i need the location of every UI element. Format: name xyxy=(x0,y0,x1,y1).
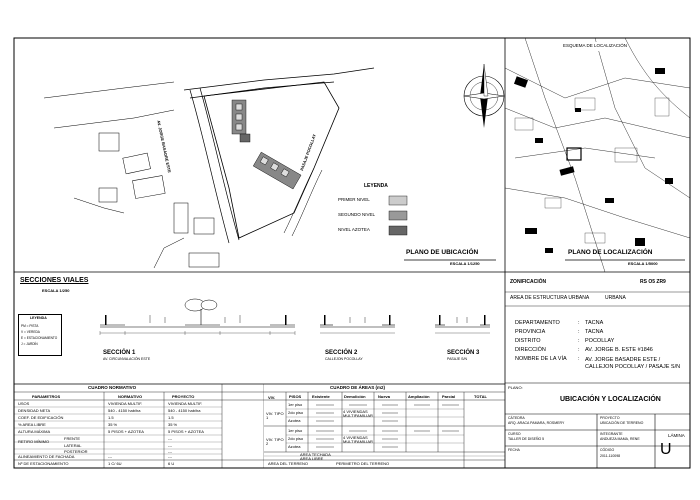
normative-value: --- xyxy=(108,454,112,459)
road-legend-item: V = VEREDA xyxy=(21,330,40,334)
proyecto-value: UBICACIÓN DE TERRENO xyxy=(600,421,644,425)
area-header: Existente xyxy=(312,394,330,399)
info-key: NOMBRE DE LA VÍA xyxy=(515,356,567,362)
project-value: --- xyxy=(168,436,172,441)
area-header: Ampliación xyxy=(408,394,430,399)
plano-value: UBICACIÓN Y LOCALIZACIÓN xyxy=(560,396,661,403)
lamina-label: LÁMINA xyxy=(668,433,685,438)
area-footer-label: AREA DEL TERRENO xyxy=(268,461,309,466)
info-key: DISTRITO xyxy=(515,338,541,344)
area-footer-label: PERIMETRO DEL TERRENO xyxy=(336,461,390,466)
normative-param: % AREA LIBRE xyxy=(18,422,46,427)
zoning-value: RS O5 ZR9 xyxy=(640,279,666,285)
area-floor-label: 2do piso xyxy=(288,410,304,415)
area-row-label: VIV. TIPO 2 xyxy=(266,437,284,446)
area-row-label: VIV. TIPO 1 xyxy=(266,411,284,420)
normative-param: ALTURA MÁXIMA xyxy=(18,429,51,434)
locator-plan-scale: ESCALA 1/5000 xyxy=(628,261,658,266)
area-header: Parcial xyxy=(442,394,456,399)
area-floor-label: 2do piso xyxy=(288,436,304,441)
section-3-label: SECCIÓN 3 xyxy=(447,350,480,356)
section-2-street: CALLEJON POCOLLAY xyxy=(325,357,363,361)
area-floor-label: Azotea xyxy=(288,418,301,423)
area-header: TOTAL xyxy=(474,394,487,399)
info-key: DEPARTAMENTO xyxy=(515,320,560,326)
road-sections-drawing xyxy=(95,295,495,355)
area-note: 4 VIVIENDAS MULTIFAMILIAR xyxy=(343,409,373,418)
road-legend-item: E = ESTACIONAMIENTO xyxy=(21,336,58,340)
project-value: 5 PISOS + AZOTEA xyxy=(168,429,204,434)
location-plan-title: PLANO DE UBICACIÓN xyxy=(406,249,479,256)
legend-item-second: SEGUNDO NIVEL xyxy=(338,212,376,217)
locator-map xyxy=(505,38,690,272)
road-legend-item: J = JARDÍN xyxy=(21,342,38,346)
street-label-pocollay: PASAJE POCOLLAY xyxy=(299,133,317,172)
project-value: 6 U xyxy=(168,461,175,466)
project-value: 540 - 4150 hab/ha xyxy=(168,408,201,413)
normative-value: 1.5 xyxy=(108,415,114,420)
info-key: DIRECCIÓN xyxy=(515,347,546,353)
normative-subparam: LATERAL xyxy=(64,443,82,448)
legend-item-roof: NIVEL AZOTEA xyxy=(338,227,370,232)
section-1-label: SECCIÓN 1 xyxy=(103,350,136,356)
project-value: 35 % xyxy=(168,422,178,427)
integrante-value: ANDUEZA MAMA, RENE xyxy=(600,437,640,441)
curso-value: TALLER DE DISEÑO 5 xyxy=(508,437,545,441)
area-header: Demolición xyxy=(344,394,366,399)
legend-item-first: PRIMER NIVEL xyxy=(338,197,370,202)
normative-param: COEF. DE EDIFICACIÓN xyxy=(18,415,64,420)
project-value: --- xyxy=(168,454,172,459)
area-table-title: CUADRO DE ÁREAS (m2) xyxy=(330,385,386,390)
north-arrow-icon xyxy=(464,64,504,128)
normative-value: 1 C/ 6U xyxy=(108,461,122,466)
normative-header: PARAMETROS xyxy=(32,394,61,399)
normative-param: ALINEAMIENTO DE FACHADA xyxy=(18,454,75,459)
normative-table-title: CUADRO NORMATIVO xyxy=(88,385,137,390)
section-1-street: AV. CIRCUNVALACIÓN ESTE xyxy=(103,357,151,361)
normative-value: 5 PISOS + AZOTEA xyxy=(108,429,144,434)
section-2-label: SECCIÓN 2 xyxy=(325,350,358,356)
info-value: AV. JORGE BASADRE ESTE / CALLEJON POCOLLAY / PASAJE S/N xyxy=(585,357,681,371)
area-floor-label: Azotea xyxy=(288,444,301,449)
road-legend-title: LEYENDA xyxy=(30,316,47,320)
normative-param: RETIRO MÍNIMO xyxy=(18,439,50,444)
codigo-value: 2011-110098 xyxy=(600,454,621,458)
road-sections-title: SECCIONES VIALES xyxy=(20,277,89,284)
proyecto-label: PROYECTO xyxy=(600,416,620,420)
project-value: VIVIENDA MULTIF. xyxy=(168,401,203,406)
info-value: AV. JORGE B. ESTE #1846 xyxy=(585,347,653,353)
catedra-value: ARQ. ARACA PAMARA, ROSMERY xyxy=(508,421,565,425)
legend-title: LEYENDA xyxy=(364,183,388,189)
locator-map-header: ESQUEMA DE LOCALIZACIÓN xyxy=(563,43,628,48)
normative-header: NORMATIVO xyxy=(118,394,143,399)
area-header: VIV. xyxy=(268,395,276,400)
area-footer-label: AREA LIBRE xyxy=(300,456,324,461)
project-value: --- xyxy=(168,443,172,448)
area-footer-label: AREA TECHADA xyxy=(300,452,331,457)
curso-label: CURSO xyxy=(508,432,521,436)
normative-param: DENSIDAD NETA xyxy=(18,408,51,413)
normative-subparam: FRENTE xyxy=(64,436,80,441)
plano-label: PLANO: xyxy=(508,385,523,390)
area-floor-label: 1er piso xyxy=(288,402,303,407)
info-value: TACNA xyxy=(585,320,604,326)
info-key: PROVINCIA xyxy=(515,329,546,335)
info-value: POCOLLAY xyxy=(585,338,615,344)
area-header: Nueva xyxy=(378,394,391,399)
catedra-label: CÁTEDRA xyxy=(508,416,525,420)
normative-param: Nº DE ESTACIONAMIENTO xyxy=(18,461,69,466)
urban-area-label: AREA DE ESTRUCTURA URBANA xyxy=(510,295,590,301)
info-value: TACNA xyxy=(585,329,604,335)
area-note: 4 VIVIENDAS MULTIFAMILIAR xyxy=(343,435,373,444)
street-label-jorge-basadre: AV. JORGE BASADRE ESTE xyxy=(156,119,173,174)
normative-value: VIVIENDA MULTIF. xyxy=(108,401,143,406)
road-sections-scale: ESCALA 1/250 xyxy=(42,288,70,293)
fecha-label: FECHA xyxy=(508,448,520,452)
location-plan-drawing xyxy=(14,38,505,272)
area-floor-label: 1er piso xyxy=(288,428,303,433)
normative-value: 540 - 4150 hab/ha xyxy=(108,408,141,413)
zoning-label: ZONIFICACIÓN xyxy=(510,279,547,285)
project-value: --- xyxy=(168,449,172,454)
lamina-value: U xyxy=(660,441,672,458)
normative-value: 35 % xyxy=(108,422,118,427)
normative-subparam: POSTERIOR xyxy=(64,449,88,454)
project-value: 1.5 xyxy=(168,415,174,420)
normative-param: USOS xyxy=(18,401,30,406)
codigo-label: CÓDIGO xyxy=(600,448,615,452)
road-legend-item: PM = PISTA xyxy=(21,324,39,328)
integrante-label: INTEGRANTE xyxy=(600,432,623,436)
section-3-street: PASAJE S/N xyxy=(447,357,467,361)
normative-header: PROYECTO xyxy=(172,394,195,399)
location-plan-scale: ESCALA 1/1250 xyxy=(450,261,480,266)
area-header: PISOS xyxy=(289,394,302,399)
locator-plan-title: PLANO DE LOCALIZACIÓN xyxy=(568,249,653,256)
urban-area-value: URBANA xyxy=(605,295,626,301)
